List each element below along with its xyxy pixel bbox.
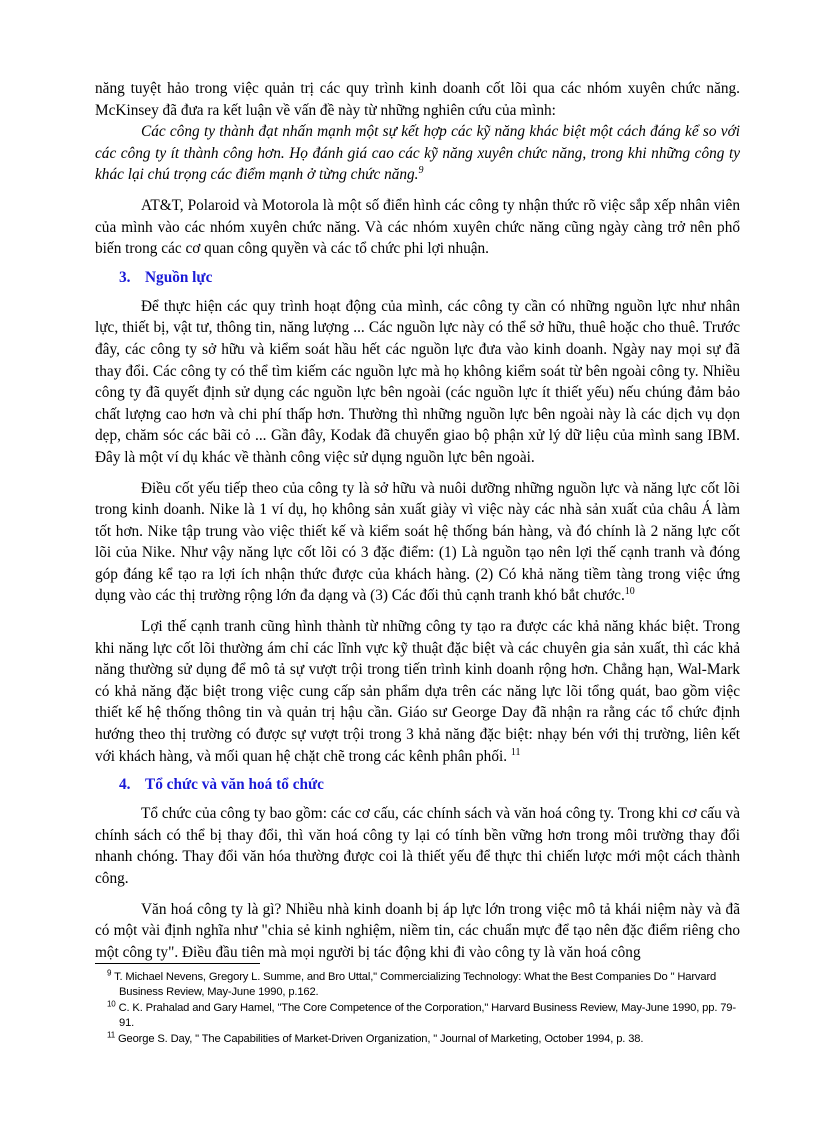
footnote-ref: 10	[624, 586, 635, 598]
mckinsey-quote	[95, 121, 740, 186]
paragraph	[95, 616, 740, 767]
section-number: 3.	[119, 268, 131, 286]
footnote	[95, 1032, 740, 1047]
paragraph	[95, 478, 740, 608]
footnotes	[95, 970, 740, 1049]
paragraph: Văn hoá công ty là gì? Nhiều nhà kinh doanh bị áp lực lớn trong việc mô tả khái niệm này và đã có một vài định nghĩa như "chia sẻ kinh nghiệm, niềm tin, các chuẩn mực để tạo nên đặc điểm riêng cho một công ty". Điều đầu tiên mà mọi người bị tác động khi đi vào công ty là văn hoá công	[95, 900, 740, 961]
paragraph: Tổ chức của công ty bao gồm: các cơ cấu, các chính sách và văn hoá công ty. Trong khi cơ cấu và chính sách có thể bị thay đổi, thì văn hoá công ty lại có tính bền vững hơn trong môi trường thay đổi nhanh chóng. Thay đổi văn hóa thường được coi là thiết yếu để thực thi chiến lược mới một cách thành công.	[95, 805, 740, 887]
document-body	[95, 78, 740, 963]
footnote	[95, 1001, 740, 1030]
footnote	[95, 970, 740, 999]
paragraph: AT&T, Polaroid và Motorola là một số điển hình các công ty nhận thức rõ việc sắp xếp nhân viên của mình vào các nhóm xuyên chức năng. Và các nhóm xuyên chức năng cũng ngày càng trở nên phổ biến trong các cơ quan công quyền và các tổ chức phi lợi nhuận.	[95, 196, 740, 258]
paragraph-text: Lợi thế cạnh tranh cũng hình thành từ những công ty tạo ra được các khả năng khác biệt. Trong khi năng lực cốt lõi thường ám chỉ các lĩnh vực kỹ thuật đặc biệt và các chuyên gia sản xuất, thì các khả năng thường sử dụng để mô tả sự vượt trội trong tiến trình kinh doanh rộng hơn. Chẳng hạn, Wal-Mark có khả năng đặc biệt trong việc cung cấp sản phẩm dựa trên các năng lực lõi tổng quát, bao gồm việc thiết kế hệ thống thông tin và quản trị hậu cần. Giáo sư George Day đã nhận ra rằng các tổ chức định hướng theo thị trường có được sự vượt trội trong 3 khả năng đặc biệt: nhạy bén với thị trường, liên kết với khách hàng, và mối quan hệ chặt chẽ trong các kênh phân phối.	[95, 618, 740, 765]
footnote-number: 10	[107, 999, 116, 1009]
section-title: Tổ chức và văn hoá tổ chức	[145, 776, 324, 794]
section-heading-3	[119, 267, 740, 289]
footnote-number: 11	[107, 1030, 116, 1040]
section-title: Nguồn lực	[145, 268, 213, 286]
footnote-text: C. K. Prahalad and Gary Hamel, "The Core Competence of the Corporation," Harvard Business Review, May-June 1990, pp. 79-91.	[118, 1002, 736, 1029]
footnote-text: T. Michael Nevens, Gregory L. Summe, and Bro Uttal," Commercializing Technology: What the Best Companies Do " Harvard Business Review, May-June 1990, p.162.	[114, 971, 717, 998]
footnote-number: 9	[107, 968, 112, 978]
section-number: 4.	[119, 776, 131, 794]
footnote-text: George S. Day, " The Capabilities of Market-Driven Organization, " Journal of Marketing, October 1994, p. 38.	[117, 1033, 644, 1046]
paragraph: năng tuyệt hảo trong việc quản trị các quy trình kinh doanh cốt lõi qua các nhóm xuyên chức năng. McKinsey đã đưa ra kết luận về vấn đề này từ những nghiên cứu của mình:	[95, 80, 740, 119]
paragraph-text: Điều cốt yếu tiếp theo của công ty là sở hữu và nuôi dưỡng những nguồn lực và năng lực cốt lõi trong kinh doanh. Nike là 1 ví dụ, họ không sản xuất giày vì việc này các nhà sản xuất của châu Á làm tốt hơn. Nike tập trung vào việc thiết kế và kiểm soát hệ thống bán hàng, và đó chính là 2 năng lực cốt lõi của Nike. Như vậy năng lực cốt lõi có 3 đặc điểm: (1) Là nguồn tạo nên lợi thế cạnh tranh và đóng góp đáng kể tạo ra lợi ích nhận thức được của khách hàng. (2) Có khả năng tiềm tàng trong việc ứng dụng vào các thị trường rộng lớn đa dạng và (3) Các đối thủ cạnh tranh khó bắt chước.	[95, 479, 740, 605]
footnote-separator	[95, 963, 260, 964]
footnote-ref: 11	[510, 746, 521, 758]
section-heading-4	[119, 774, 740, 796]
footnote-ref: 9	[418, 165, 424, 177]
quote-text: Các công ty thành đạt nhấn mạnh một sự kết hợp các kỹ năng khác biệt một cách đáng kể so với các công ty ít thành công hơn. Họ đánh giá cao các kỹ năng xuyên chức năng, trong khi những công ty khác lại chú trọng các điểm mạnh ở từng chức năng.	[95, 123, 740, 184]
paragraph: Để thực hiện các quy trình hoạt động của mình, các công ty cần có những nguồn lực như nhân lực, thiết bị, vật tư, thông tin, năng lượng ... Các nguồn lực này có thể sở hữu, thuê hoặc cho thuê. Trước đây, các công ty sở hữu và kiểm soát hầu hết các nguồn lực đưa vào kinh doanh. Ngày nay mọi sự đã thay đổi. Các công ty có thể tìm kiếm các nguồn lực mà họ không kiểm soát từ bên ngoài công ty. Nhiều công ty đã quyết định sử dụng các nguồn lực bên ngoài (các nguồn lực ít thiết yếu) nếu chúng đảm bảo chất lượng cao hơn và chi phí thấp hơn. Thường thì những nguồn lực bên ngoài này là các dịch vụ dọn dẹp, chăm sóc các bãi cỏ ... Gần đây, Kodak đã chuyển giao bộ phận xử lý dữ liệu của mình sang IBM. Đây là một ví dụ khác về thành công việc sử dụng nguồn lực bên ngoài.	[95, 297, 740, 466]
